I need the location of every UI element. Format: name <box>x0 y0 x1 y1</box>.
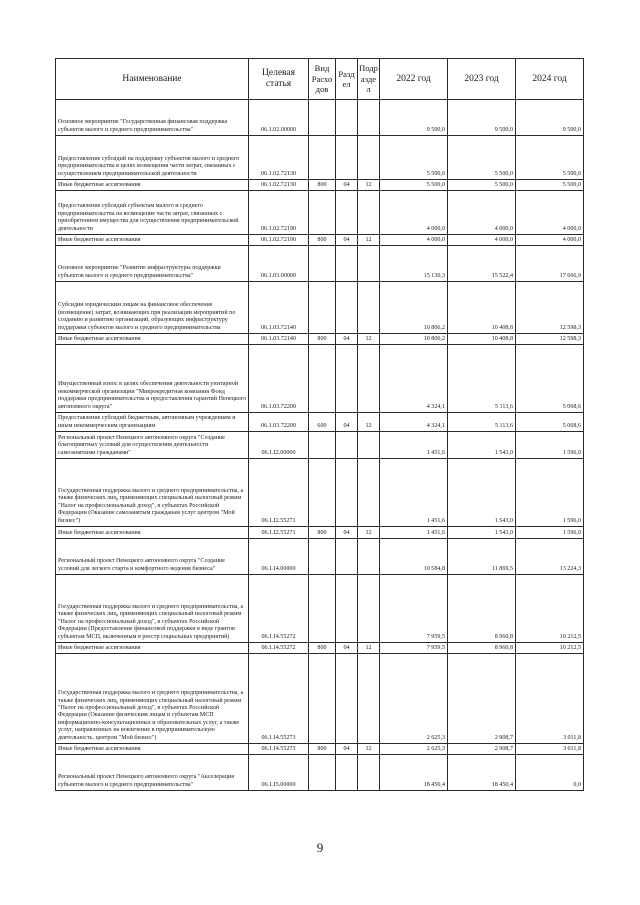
row-value-2023: 10 408,8 <box>448 282 516 334</box>
row-value-2022: 7 959,5 <box>380 643 448 654</box>
row-razdel: 04 <box>336 413 358 432</box>
row-code: 06.1.I5.00000 <box>249 755 309 791</box>
row-value-2022: 18 450,4 <box>380 755 448 791</box>
row-razdel <box>336 100 358 136</box>
row-value-2022: 7 959,5 <box>380 575 448 643</box>
row-value-2023: 1 543,0 <box>448 432 516 459</box>
row-value-2023: 9 500,0 <box>448 100 516 136</box>
row-vid <box>309 575 336 643</box>
row-value-2023: 18 450,4 <box>448 755 516 791</box>
row-value-2024: 1 596,0 <box>516 527 584 539</box>
row-value-2024: 5 500,0 <box>516 136 584 180</box>
row-value-2023: 8 960,8 <box>448 575 516 643</box>
row-podrazdel <box>358 246 380 282</box>
row-razdel: 04 <box>336 180 358 191</box>
row-value-2023: 5 500,0 <box>448 180 516 191</box>
row-podrazdel <box>358 432 380 459</box>
row-code: 06.1.02.72190 <box>249 191 309 235</box>
row-vid <box>309 539 336 575</box>
row-value-2024: 5 068,6 <box>516 345 584 413</box>
table-row <box>56 246 584 282</box>
row-value-2022: 1 451,6 <box>380 459 448 527</box>
row-value-2024: 4 000,0 <box>516 235 584 246</box>
row-value-2024: 1 596,0 <box>516 459 584 527</box>
row-value-2024: 4 000,0 <box>516 191 584 235</box>
row-podrazdel: 12 <box>358 744 380 755</box>
row-value-2023: 5 113,6 <box>448 413 516 432</box>
row-vid <box>309 282 336 334</box>
row-code: 06.1.I2.55271 <box>249 527 309 539</box>
row-podrazdel: 12 <box>358 413 380 432</box>
header-name: Наименование <box>56 59 249 100</box>
row-vid <box>309 100 336 136</box>
row-value-2022: 4 000,0 <box>380 235 448 246</box>
row-code: 06.1.03.72200 <box>249 345 309 413</box>
row-razdel: 04 <box>336 643 358 654</box>
row-podrazdel <box>358 100 380 136</box>
row-name: Иные бюджетные ассигнования <box>56 180 249 191</box>
row-podrazdel: 12 <box>358 180 380 191</box>
row-name: Иные бюджетные ассигнования <box>56 744 249 755</box>
row-name: Государственная поддержка малого и среднего предпринимательства, а также физических лиц, применяющих специальный налоговый режим "Налог на профессиональный доход", в субъектах Российской Федерации (Оказание физическим лицам и субъектам МСП информационно-консультационных и образовательных услуг, а также услуг, направленных на вовлечение в предпринимательскую деятельность, центром "Мой бизнес") <box>56 654 249 744</box>
table-row <box>56 282 584 334</box>
row-value-2023: 1 543,0 <box>448 459 516 527</box>
row-value-2024: 5 500,0 <box>516 180 584 191</box>
row-value-2022: 2 625,3 <box>380 654 448 744</box>
header-vid: Вид Расхо дов <box>309 59 336 100</box>
header-razdel: Разд ел <box>336 59 358 100</box>
row-razdel <box>336 432 358 459</box>
row-value-2022: 10 806,2 <box>380 282 448 334</box>
row-razdel: 04 <box>336 334 358 345</box>
row-value-2024: 9 500,0 <box>516 100 584 136</box>
row-vid <box>309 345 336 413</box>
table-row <box>56 191 584 235</box>
row-value-2023: 5 113,6 <box>448 345 516 413</box>
row-name: Предоставление субсидий на поддержку субъектов малого и среднего предпринимательства в целях возмещения части затрат, связанных с осуществлением предпринимательской деятельности <box>56 136 249 180</box>
row-code: 06.1.I4.55272 <box>249 643 309 654</box>
row-code: 06.1.02.72190 <box>249 235 309 246</box>
row-razdel <box>336 654 358 744</box>
row-podrazdel <box>358 136 380 180</box>
row-value-2022: 5 500,0 <box>380 136 448 180</box>
row-code: 06.1.I4.00000 <box>249 539 309 575</box>
row-value-2024: 5 068,6 <box>516 413 584 432</box>
row-value-2024: 12 598,3 <box>516 282 584 334</box>
row-value-2022: 4 324,1 <box>380 413 448 432</box>
row-code: 06.1.I4.55273 <box>249 744 309 755</box>
row-name: Основное мероприятие "Государственная финансовая поддержка субъектов малого и среднего предпринимательства" <box>56 100 249 136</box>
row-name: Предоставление субсидий бюджетным, автономным учреждениям и иным некоммерческим организациям <box>56 413 249 432</box>
row-podrazdel <box>358 191 380 235</box>
row-vid <box>309 755 336 791</box>
row-podrazdel <box>358 654 380 744</box>
row-podrazdel <box>358 345 380 413</box>
row-podrazdel: 12 <box>358 235 380 246</box>
table-row <box>56 334 584 345</box>
row-value-2022: 1 451,6 <box>380 432 448 459</box>
table-row <box>56 539 584 575</box>
header-2024: 2024 год <box>516 59 584 100</box>
row-razdel <box>336 459 358 527</box>
row-name: Предоставление субсидий субъектам малого и среднего предпринимательства на возмещение части затрат, связанных с приобретением имущества для осуществления предпринимательской деятельности <box>56 191 249 235</box>
table-header-row <box>56 59 584 100</box>
row-name: Иные бюджетные ассигнования <box>56 643 249 654</box>
row-name: Иные бюджетные ассигнования <box>56 334 249 345</box>
row-razdel: 04 <box>336 527 358 539</box>
row-razdel <box>336 191 358 235</box>
row-value-2022: 9 500,0 <box>380 100 448 136</box>
row-name: Основное мероприятие "Развитие инфраструктуры поддержки субъектов малого и среднего предпринимательства" <box>56 246 249 282</box>
row-vid <box>309 191 336 235</box>
row-value-2022: 5 500,0 <box>380 180 448 191</box>
row-razdel <box>336 345 358 413</box>
row-value-2022: 4 000,0 <box>380 191 448 235</box>
row-code: 06.1.03.72140 <box>249 334 309 345</box>
row-code: 06.1.03.72200 <box>249 413 309 432</box>
row-value-2024: 10 212,5 <box>516 575 584 643</box>
row-podrazdel: 12 <box>358 643 380 654</box>
row-vid <box>309 432 336 459</box>
row-value-2022: 2 625,3 <box>380 744 448 755</box>
row-value-2023: 15 522,4 <box>448 246 516 282</box>
row-podrazdel <box>358 755 380 791</box>
row-podrazdel: 12 <box>358 527 380 539</box>
row-razdel <box>336 755 358 791</box>
row-code: 06.1.02.72130 <box>249 136 309 180</box>
header-2022: 2022 год <box>380 59 448 100</box>
row-vid: 800 <box>309 643 336 654</box>
table-body <box>56 100 584 791</box>
table-row <box>56 413 584 432</box>
table-row <box>56 755 584 791</box>
row-name: Региональный проект Ненецкого автономного округа "Создание условий для легкого старта и комфортного ведения бизнеса" <box>56 539 249 575</box>
row-value-2024: 10 212,5 <box>516 643 584 654</box>
row-value-2023: 11 869,5 <box>448 539 516 575</box>
row-code: 06.1.02.00000 <box>249 100 309 136</box>
row-code: 06.1.I2.00000 <box>249 432 309 459</box>
row-code: 06.1.02.72130 <box>249 180 309 191</box>
row-value-2022: 10 584,8 <box>380 539 448 575</box>
row-razdel: 04 <box>336 744 358 755</box>
table-row <box>56 432 584 459</box>
page-number: 9 <box>316 840 324 855</box>
row-razdel <box>336 282 358 334</box>
row-vid: 800 <box>309 744 336 755</box>
row-value-2022: 1 451,6 <box>380 527 448 539</box>
row-value-2024: 1 596,0 <box>516 432 584 459</box>
row-vid: 800 <box>309 527 336 539</box>
row-name: Иные бюджетные ассигнования <box>56 235 249 246</box>
table-row <box>56 235 584 246</box>
row-razdel <box>336 575 358 643</box>
row-name: Региональный проект Ненецкого автономного округа "Акселерация субъектов малого и среднего предпринимательства" <box>56 755 249 791</box>
table-row <box>56 643 584 654</box>
row-value-2024: 17 666,9 <box>516 246 584 282</box>
row-value-2022: 4 324,1 <box>380 345 448 413</box>
row-code: 06.1.03.00000 <box>249 246 309 282</box>
table-row <box>56 459 584 527</box>
table-row <box>56 527 584 539</box>
table-row <box>56 575 584 643</box>
row-value-2023: 5 500,0 <box>448 136 516 180</box>
row-vid <box>309 136 336 180</box>
row-value-2023: 4 000,0 <box>448 235 516 246</box>
row-razdel <box>336 246 358 282</box>
row-vid <box>309 459 336 527</box>
row-razdel <box>336 136 358 180</box>
row-value-2023: 2 908,7 <box>448 744 516 755</box>
header-2023: 2023 год <box>448 59 516 100</box>
row-value-2023: 1 543,0 <box>448 527 516 539</box>
row-value-2022: 15 130,3 <box>380 246 448 282</box>
row-vid <box>309 246 336 282</box>
table-row <box>56 136 584 180</box>
row-name: Региональный проект Ненецкого автономного округа "Создание благоприятных условий для осуществления деятельности самозанятыми гражданами" <box>56 432 249 459</box>
row-podrazdel: 12 <box>358 334 380 345</box>
table-row <box>56 744 584 755</box>
table-row <box>56 654 584 744</box>
row-value-2023: 2 908,7 <box>448 654 516 744</box>
row-name: Государственная поддержка малого и среднего предпринимательства, а также физических лиц, применяющих специальный налоговый режим "Налог на профессиональный доход", в субъектах Российской Федерации (Предоставление финансовой поддержки в виде грантов субъектам МСП, включенным в реестр социальных предприятий) <box>56 575 249 643</box>
row-vid: 800 <box>309 235 336 246</box>
row-value-2024: 13 224,3 <box>516 539 584 575</box>
header-podrazdel: Подр азде л <box>358 59 380 100</box>
row-podrazdel <box>358 459 380 527</box>
row-vid: 800 <box>309 334 336 345</box>
row-vid: 600 <box>309 413 336 432</box>
table-row <box>56 345 584 413</box>
row-code: 06.1.03.72140 <box>249 282 309 334</box>
row-value-2024: 0,0 <box>516 755 584 791</box>
row-value-2024: 3 011,8 <box>516 744 584 755</box>
row-podrazdel <box>358 575 380 643</box>
row-name: Имущественный взнос в целях обеспечения деятельности унитарной некоммерческой организации "Микрокредитная компания Фонд поддержки предпринимательства и предоставления гарантий Ненецкого автономного округа" <box>56 345 249 413</box>
row-podrazdel <box>358 282 380 334</box>
row-value-2024: 3 011,8 <box>516 654 584 744</box>
row-value-2023: 4 000,0 <box>448 191 516 235</box>
row-value-2023: 8 960,8 <box>448 643 516 654</box>
row-razdel: 04 <box>336 235 358 246</box>
row-value-2023: 10 408,8 <box>448 334 516 345</box>
budget-table <box>55 58 584 791</box>
row-name: Субсидии юридическим лицам на финансовое обеспечение (возмещение) затрат, возникающих при реализации мероприятий по созданию и развитию организаций, образующих инфраструктуру поддержки субъектов малого и среднего предпринимательства <box>56 282 249 334</box>
row-value-2022: 10 806,2 <box>380 334 448 345</box>
table-row <box>56 100 584 136</box>
row-name: Иные бюджетные ассигнования <box>56 527 249 539</box>
row-vid <box>309 654 336 744</box>
row-podrazdel <box>358 539 380 575</box>
row-name: Государственная поддержка малого и среднего предпринимательства, а также физических лиц, применяющих специальный налоговый режим "Налог на профессиональный доход", в субъектах Российской Федерации (Оказание самозанятым гражданам услуг центром "Мой бизнес") <box>56 459 249 527</box>
row-code: 06.1.I4.55273 <box>249 654 309 744</box>
row-code: 06.1.I4.55272 <box>249 575 309 643</box>
header-target: Целевая статья <box>249 59 309 100</box>
row-code: 06.1.I2.55271 <box>249 459 309 527</box>
table-row <box>56 180 584 191</box>
row-vid: 800 <box>309 180 336 191</box>
row-value-2024: 12 598,3 <box>516 334 584 345</box>
row-razdel <box>336 539 358 575</box>
